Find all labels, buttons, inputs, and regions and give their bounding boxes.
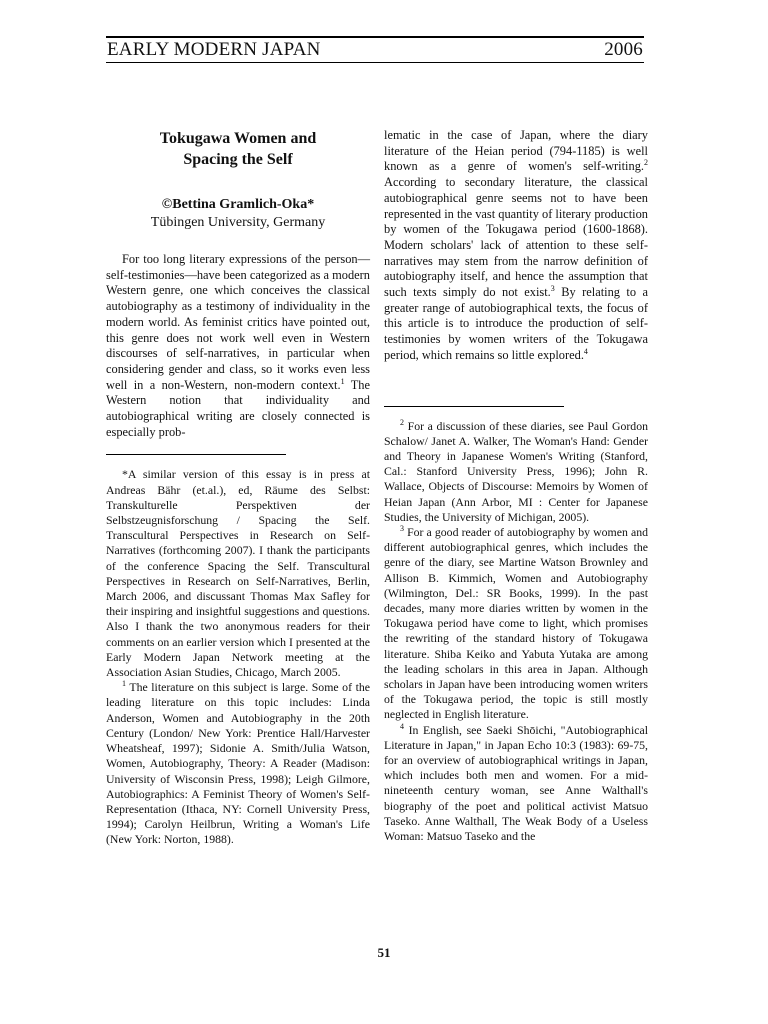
- footnote-2: [384, 419, 648, 525]
- footnote-4: [384, 723, 648, 845]
- footnote-4-text: In English, see Saeki Shōichi, "Autobiographical Literature in Japan," in Japan Echo 10:3 (1983): 69-75, for an overview of autobiographical writings in Japan, which includes both men and women. For a mid-nineteenth century woman, see Anne Walthall's biography of the poet and political activist Matsuo Taseko. Anne Walthall, The Weak Body of a Useless Woman: Matsuo Taseko and the: [384, 722, 648, 844]
- footnote-ref-4: 4: [583, 346, 588, 356]
- footnote-star: *A similar version of this essay is in press at Andreas Bähr (et.al.), ed, Räume des Selbst: Transkulturelle Perspektiven der Selbstzeugnisforschung / Spacing the Self. Transcultural Perspectives in Research on Self-Narratives (forthcoming 2007). I thank the participants of the conference Spacing the Self. Transcultural Perspectives in Research on Self-Narratives, Berlin, March 2006, and discussant Thomas Max Safley for their inspiring and insightful suggestions and questions. Also I thank the two anonymous readers for their comments on an earlier version which I presented at the Early Modern Japan Network meeting at the Association Asian Studies, Chicago, March 2005.: [106, 467, 370, 680]
- footnote-2-text: For a discussion of these diaries, see Paul Gordon Schalow/ Janet A. Walker, The Woman's Hand: Gender and Theory in Japanese Women's Writing (Stanford, Cal.: Stanford University Press, 1996); John R. Wallace, Objects of Discourse: Memoirs by Women of Heian Japan (Ann Arbor, MI : Center for Japanese Studies, the University of Michigan, 2005).: [384, 418, 648, 524]
- body-text-1d: By relating to a greater range of autobiographical texts, the focus of this article is to introduce the production of self-testimonies by women writers of the Tokugawa period, which remains so little explored.: [384, 285, 648, 362]
- title-line-2: Spacing the Self: [183, 151, 293, 168]
- right-column: [384, 128, 648, 844]
- article-title: [106, 128, 370, 170]
- footnote-2-number: 2: [400, 417, 404, 427]
- journal-year: 2006: [604, 39, 643, 60]
- author-affiliation: Tübingen University, Germany: [150, 215, 326, 230]
- title-line-1: Tokugawa Women and: [159, 130, 317, 147]
- footnote-3-text: For a good reader of autobiography by women and different autobiographical genres, which includes the genre of the diary, see Martine Watson Brownley and Allison B. Kimmich, Women and Autobiography (Wilmington, Del.: SR Books, 1999). In the past decades, many more diaries written by women in the Tokugawa period have come to light, which promises the rewriting of the standard history of Tokugawa literature. Shiba Keiko and Yabuta Yutaka are among the leading scholars in this area in Japan. Although scholars in Japan have been introducing women writers of the Tokugawa period, the topic is still mostly neglected in English literature.: [384, 524, 648, 722]
- footnote-ref-3: 3: [550, 283, 555, 293]
- left-column: [106, 128, 370, 848]
- footnote-ref-2: 2: [644, 158, 648, 168]
- journal-title: EARLY MODERN JAPAN: [107, 39, 321, 60]
- footnote-divider: [106, 454, 286, 455]
- footnote-ref-1: 1: [340, 376, 345, 386]
- footnote-3-number: 3: [400, 524, 404, 534]
- running-header: [106, 36, 644, 63]
- footnote-1: [106, 680, 370, 847]
- body-paragraph-1-continued: [384, 128, 648, 364]
- body-text-1c: According to secondary literature, the classical autobiographical genre seems not to have been represented in the vast quantity of literary production by women of the Tokugawa period (1600-1868). Modern scholars' lack of attention to these self-narratives may stem from the narrow definition of autobiography itself, and hence the assumption that such texts simply do not exist.: [384, 175, 648, 300]
- footnote-4-number: 4: [400, 721, 404, 731]
- body-paragraph-1: [106, 252, 370, 440]
- footnote-1-text: The literature on this subject is large. Some of the leading literature on this topic includes: Linda Anderson, Women and Autobiography in the 20th Century (London/ New York: Prentice Hall/Harvester Wheatsheaf, 1997); Sidonie A. Smith/Julia Watson, Women, Autobiography, Theory: A Reader (Madison: University of Wisconsin Press, 1998); Leigh Gilmore, Autobiographics: A Feminist Theory of Women's Self-Representation (Ithaca, NY: Cornell University Press, 1994); Carolyn Heilbrun, Writing a Woman's Life (New York: Norton, 1988).: [106, 680, 370, 847]
- footnote-1-number: 1: [122, 679, 126, 689]
- footnote-3: [384, 525, 648, 723]
- body-text-1b: The Western notion that individuality and autobiographical writing are closely connected is especially prob-: [106, 377, 370, 439]
- body-text-1: For too long literary expressions of the person—self-testimonies—have been categorized as a modern Western genre, one which conceives the classical autobiography as a testimony of individuality in the modern world. As feminist critics have pointed out, this genre does not work well even in Western discourses of self-narratives, in particular when considering gender and class, so it works even less well in a non-Western, non-modern context.: [106, 252, 370, 392]
- page-number: 51: [377, 945, 391, 960]
- author-name: ©Bettina Gramlich-Oka*: [161, 197, 315, 212]
- body-text-cont: lematic in the case of Japan, where the diary literature of the Heian period (794-1185) is well known as a genre of women's self-writing.: [384, 128, 648, 174]
- footnote-divider-right: [384, 406, 564, 407]
